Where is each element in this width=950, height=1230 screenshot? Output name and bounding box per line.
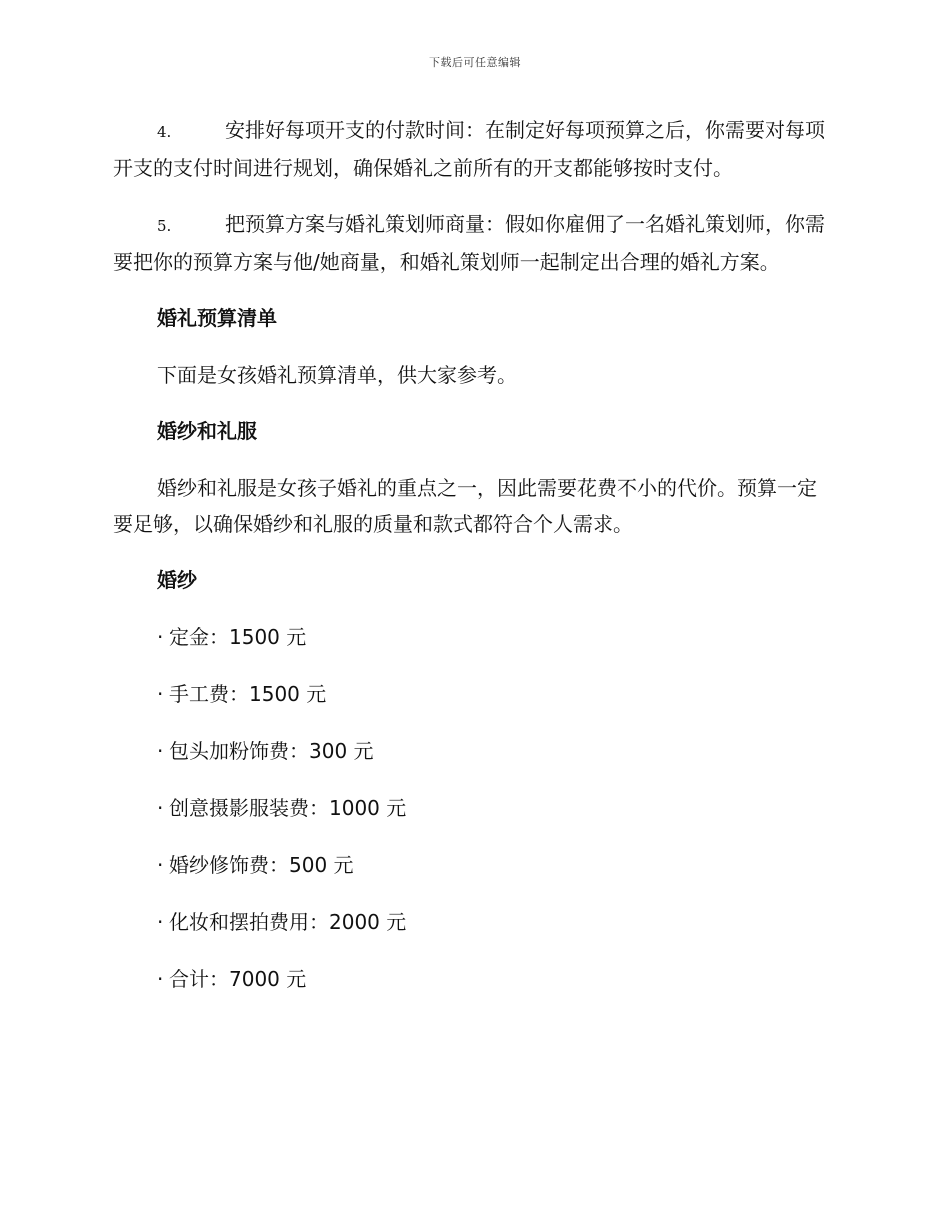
gown-cost-list — [113, 619, 835, 997]
document-body — [113, 112, 835, 1018]
list-item: · 婚纱修饰费：500 元 — [113, 847, 835, 883]
numbered-item-4 — [113, 112, 835, 186]
list-item: · 手工费：1500 元 — [113, 676, 835, 712]
gown-heading: 婚纱 — [157, 568, 197, 592]
header-note: 下载后可任意编辑 — [429, 56, 521, 69]
item-number: 4. — [157, 123, 172, 141]
item-text: 安排好每项开支的付款时间：在制定好每项预算之后，你需要对每项开支的支付时间进行规划，确保婚礼之前所有的开支都能够按时支付。 — [113, 118, 825, 180]
dress-section-intro: 婚纱和礼服是女孩子婚礼的重点之一，因此需要花费不小的代价。预算一定要足够，以确保婚纱和礼服的质量和款式都符合个人需求。 — [113, 476, 817, 536]
numbered-item-5 — [113, 206, 835, 280]
dress-section-heading: 婚纱和礼服 — [157, 419, 257, 443]
bullet-dot-icon: · — [157, 796, 164, 820]
item-text: 把预算方案与婚礼策划师商量：假如你雇佣了一名婚礼策划师，你需要把你的预算方案与他/她商量，和婚礼策划师一起制定出合理的婚礼方案。 — [113, 212, 825, 274]
list-item: · 包头加粉饰费：300 元 — [113, 733, 835, 769]
bullet-dot-icon: · — [157, 967, 164, 991]
bullet-dot-icon: · — [157, 853, 164, 877]
item-number: 5. — [157, 217, 172, 235]
bullet-dot-icon: · — [157, 910, 164, 934]
budget-list-heading: 婚礼预算清单 — [157, 306, 277, 330]
list-item-total: · 合计：7000 元 — [113, 961, 835, 997]
list-item: · 化妆和摆拍费用：2000 元 — [113, 904, 835, 940]
list-item: · 创意摄影服装费：1000 元 — [113, 790, 835, 826]
budget-list-intro: 下面是女孩婚礼预算清单，供大家参考。 — [157, 363, 517, 387]
bullet-dot-icon: · — [157, 682, 164, 706]
list-item: · 定金：1500 元 — [113, 619, 835, 655]
bullet-dot-icon: · — [157, 625, 164, 649]
bullet-dot-icon: · — [157, 739, 164, 763]
